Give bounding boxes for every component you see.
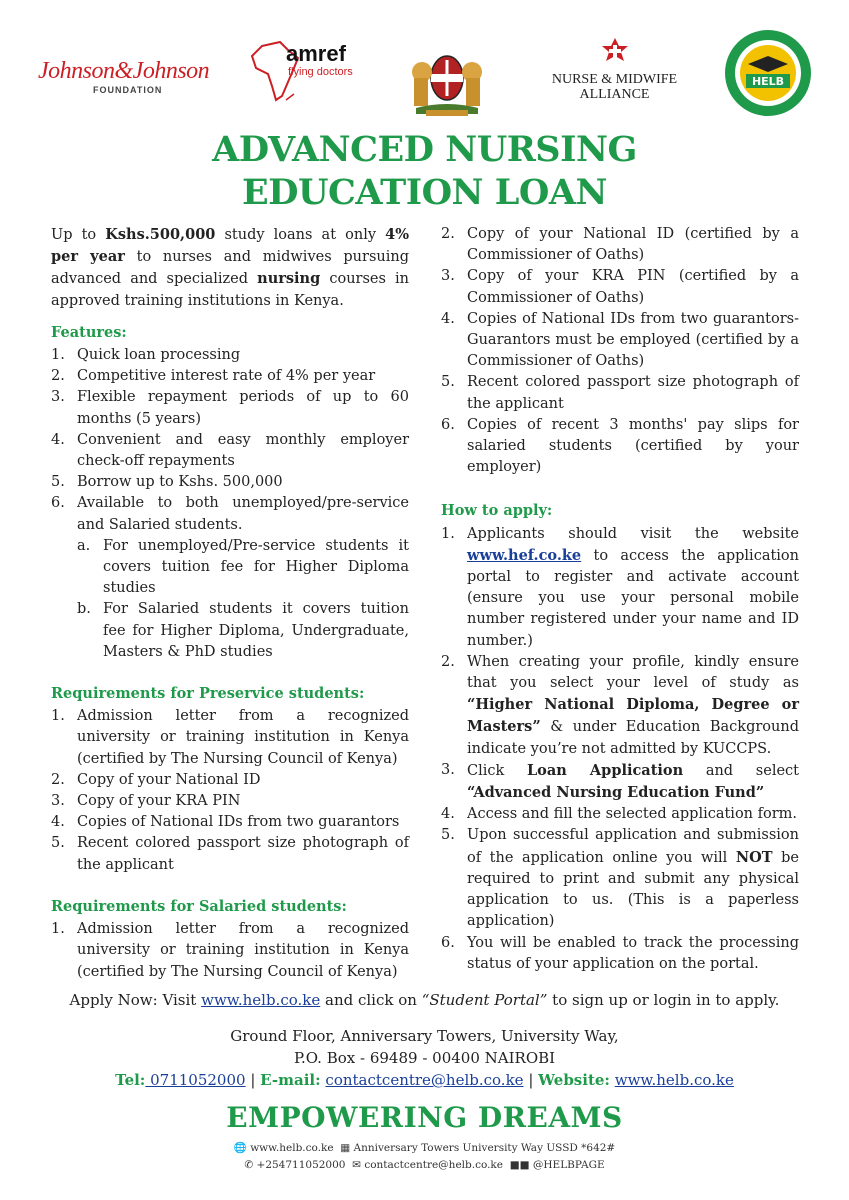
left-column <box>51 224 409 983</box>
features-sublist <box>77 536 409 663</box>
list-item: 6. Copies of recent 3 months' pay slips for salaried students (certified by your employer) <box>441 416 799 476</box>
amref-name: amref <box>286 41 346 66</box>
student-portal-text: “Student Portal” <box>421 991 548 1009</box>
red-star-cross-icon <box>600 38 630 68</box>
features-list <box>51 345 409 663</box>
kenya-coat-of-arms-icon <box>408 38 486 122</box>
globe-icon: 🌐 <box>233 1142 247 1154</box>
list-item: 4. Copies of National IDs from two guarantors <box>51 814 400 831</box>
title-line1: ADVANCED NURSING <box>212 129 637 170</box>
salaried-list-part2 <box>441 224 799 478</box>
preservice-heading: Requirements for Preservice students: <box>51 685 365 703</box>
address-line1: Ground Floor, Anniversary Towers, University Way, <box>230 1027 619 1045</box>
list-item: b. For Salaried students it covers tuition fee for Higher Diploma, Undergraduate, Masters & PhD studies <box>77 601 409 660</box>
list-item: 6. Available to both unemployed/pre-service and Salaried students. a. For unemployed/Pre-service students it covers tuition fee for Higher Diploma studies b. For Salaried students it covers tuition fee for Higher Diploma, Undergraduate, Masters & PhD studies <box>51 493 409 663</box>
website-link[interactable]: www.helb.co.ke <box>614 1071 734 1089</box>
how-to-apply-list <box>441 524 799 975</box>
email-link[interactable]: contactcentre@helb.co.ke <box>325 1071 524 1089</box>
loan-amount: Kshs.500,000 <box>105 226 216 243</box>
jj-name: Johnson&Johnson <box>38 58 210 84</box>
list-item: 4. Access and fill the selected application form. <box>441 806 798 823</box>
helb-website-link[interactable]: www.helb.co.ke <box>201 991 321 1009</box>
johnson-johnson-logo <box>38 58 209 95</box>
list-item: 3. Copy of your KRA PIN <box>51 793 241 810</box>
list-item: 4. Copies of National IDs from two guarantors- Guarantors must be employed (certified by a Commissioner of Oaths) <box>441 310 799 370</box>
list-item: 3. Copy of your KRA PIN (certified by a Commissioner of Oaths) <box>441 268 799 306</box>
contacts-line: Tel: 0711052000 | E-mail: contactcentre@helb.co.ke | Website: www.helb.co.ke <box>115 1071 734 1089</box>
title-line2: EDUCATION LOAN <box>242 172 607 213</box>
intro-paragraph: Up to Kshs.500,000 study loans at only 4% per year to nurses and midwives pursuing advanced and specialized nursing courses in approved training institutions in Kenya. <box>51 226 410 309</box>
list-item: 4. Convenient and easy monthly employer check-off repayments <box>51 431 409 470</box>
list-item: 2. When creating your profile, kindly ensure that you select your level of study as “Higher National Diploma, Degree or Masters” & under Education Background indicate you’re not admitted by KUCCPS. <box>441 653 799 757</box>
list-item: 6. You will be enabled to track the processing status of your application on the portal. <box>441 934 799 972</box>
helb-seal-logo <box>718 28 818 122</box>
apply-now-line: Apply Now: Visit www.helb.co.ke and click on “Student Portal” to sign up or login in to apply. <box>69 991 780 1009</box>
list-item: 1. Admission letter from a recognized university or training institution in Kenya (certified by The Nursing Council of Kenya) <box>51 708 409 767</box>
slogan: EMPOWERING DREAMS <box>226 1101 623 1134</box>
list-item: 3. Flexible repayment periods of up to 60 months (5 years) <box>51 389 409 427</box>
nma-line2: ALLIANCE <box>579 87 650 102</box>
list-item: 1. Quick loan processing <box>51 347 241 364</box>
list-item: 2. Copy of your National ID (certified by a Commissioner of Oaths) <box>441 226 799 264</box>
list-item: 2. Copy of your National ID <box>51 771 261 788</box>
salaried-list-part1 <box>51 919 409 983</box>
phone-link[interactable]: 0711052000 <box>145 1071 246 1089</box>
nurse-midwife-alliance-logo <box>542 38 687 102</box>
amref-logo <box>248 38 353 110</box>
footer-row2: ✆ +254711052000 ✉ contactcentre@helb.co.ke ■■ @HELBPAGE <box>244 1159 605 1171</box>
how-to-apply-heading: How to apply: <box>441 502 553 520</box>
list-item: 1. Applicants should visit the website www.hef.co.ke to access the application portal to register and activate account (ensure you use your personal mobile number registered under your name and ID number.) <box>441 525 799 649</box>
page-title <box>0 128 849 214</box>
list-item: 3. Click Loan Application and select “Advanced Nursing Education Fund” <box>441 761 799 802</box>
amref-sub: flying doctors <box>288 66 353 78</box>
right-column <box>441 224 799 975</box>
features-heading: Features: <box>51 323 127 341</box>
hef-website-link[interactable]: www.hef.co.ke <box>467 546 582 564</box>
social-icons: ■■ <box>509 1159 530 1171</box>
list-item: 5. Recent colored passport size photograph of the applicant <box>51 835 409 873</box>
address-line2: P.O. Box - 69489 - 00400 NAIROBI <box>293 1049 556 1067</box>
list-item: 2. Competitive interest rate of 4% per year <box>51 368 376 385</box>
phone-icon: ✆ <box>244 1159 254 1171</box>
list-item: 5. Recent colored passport size photograph of the applicant <box>441 374 799 412</box>
list-item: a. For unemployed/Pre-service students it covers tuition fee for Higher Diploma studies <box>77 537 409 597</box>
interest-rate: 4% per year <box>51 226 409 266</box>
address-block <box>0 1025 849 1069</box>
nma-line1: NURSE & MIDWIFE <box>551 72 678 87</box>
helb-abbr: HELB <box>751 75 785 88</box>
building-icon: ▦ <box>340 1142 351 1154</box>
list-item: 1. Admission letter from a recognized university or training institution in Kenya (certified by The Nursing Council of Kenya) <box>51 921 409 980</box>
jj-foundation: FOUNDATION <box>93 85 163 95</box>
mail-icon: ✉ <box>352 1159 361 1171</box>
list-item: 5. Borrow up to Kshs. 500,000 <box>51 474 283 491</box>
list-item: 5. Upon successful application and submission of the application online you will NOT be required to print and submit any physical application to us. (This is a paperless application) <box>441 827 799 930</box>
footer-row1: 🌐 www.helb.co.ke ▦ Anniversary Towers University Way USSD *642# <box>233 1142 616 1154</box>
salaried-heading: Requirements for Salaried students: <box>51 897 347 915</box>
partner-logos <box>0 30 849 120</box>
preservice-list <box>51 706 409 876</box>
